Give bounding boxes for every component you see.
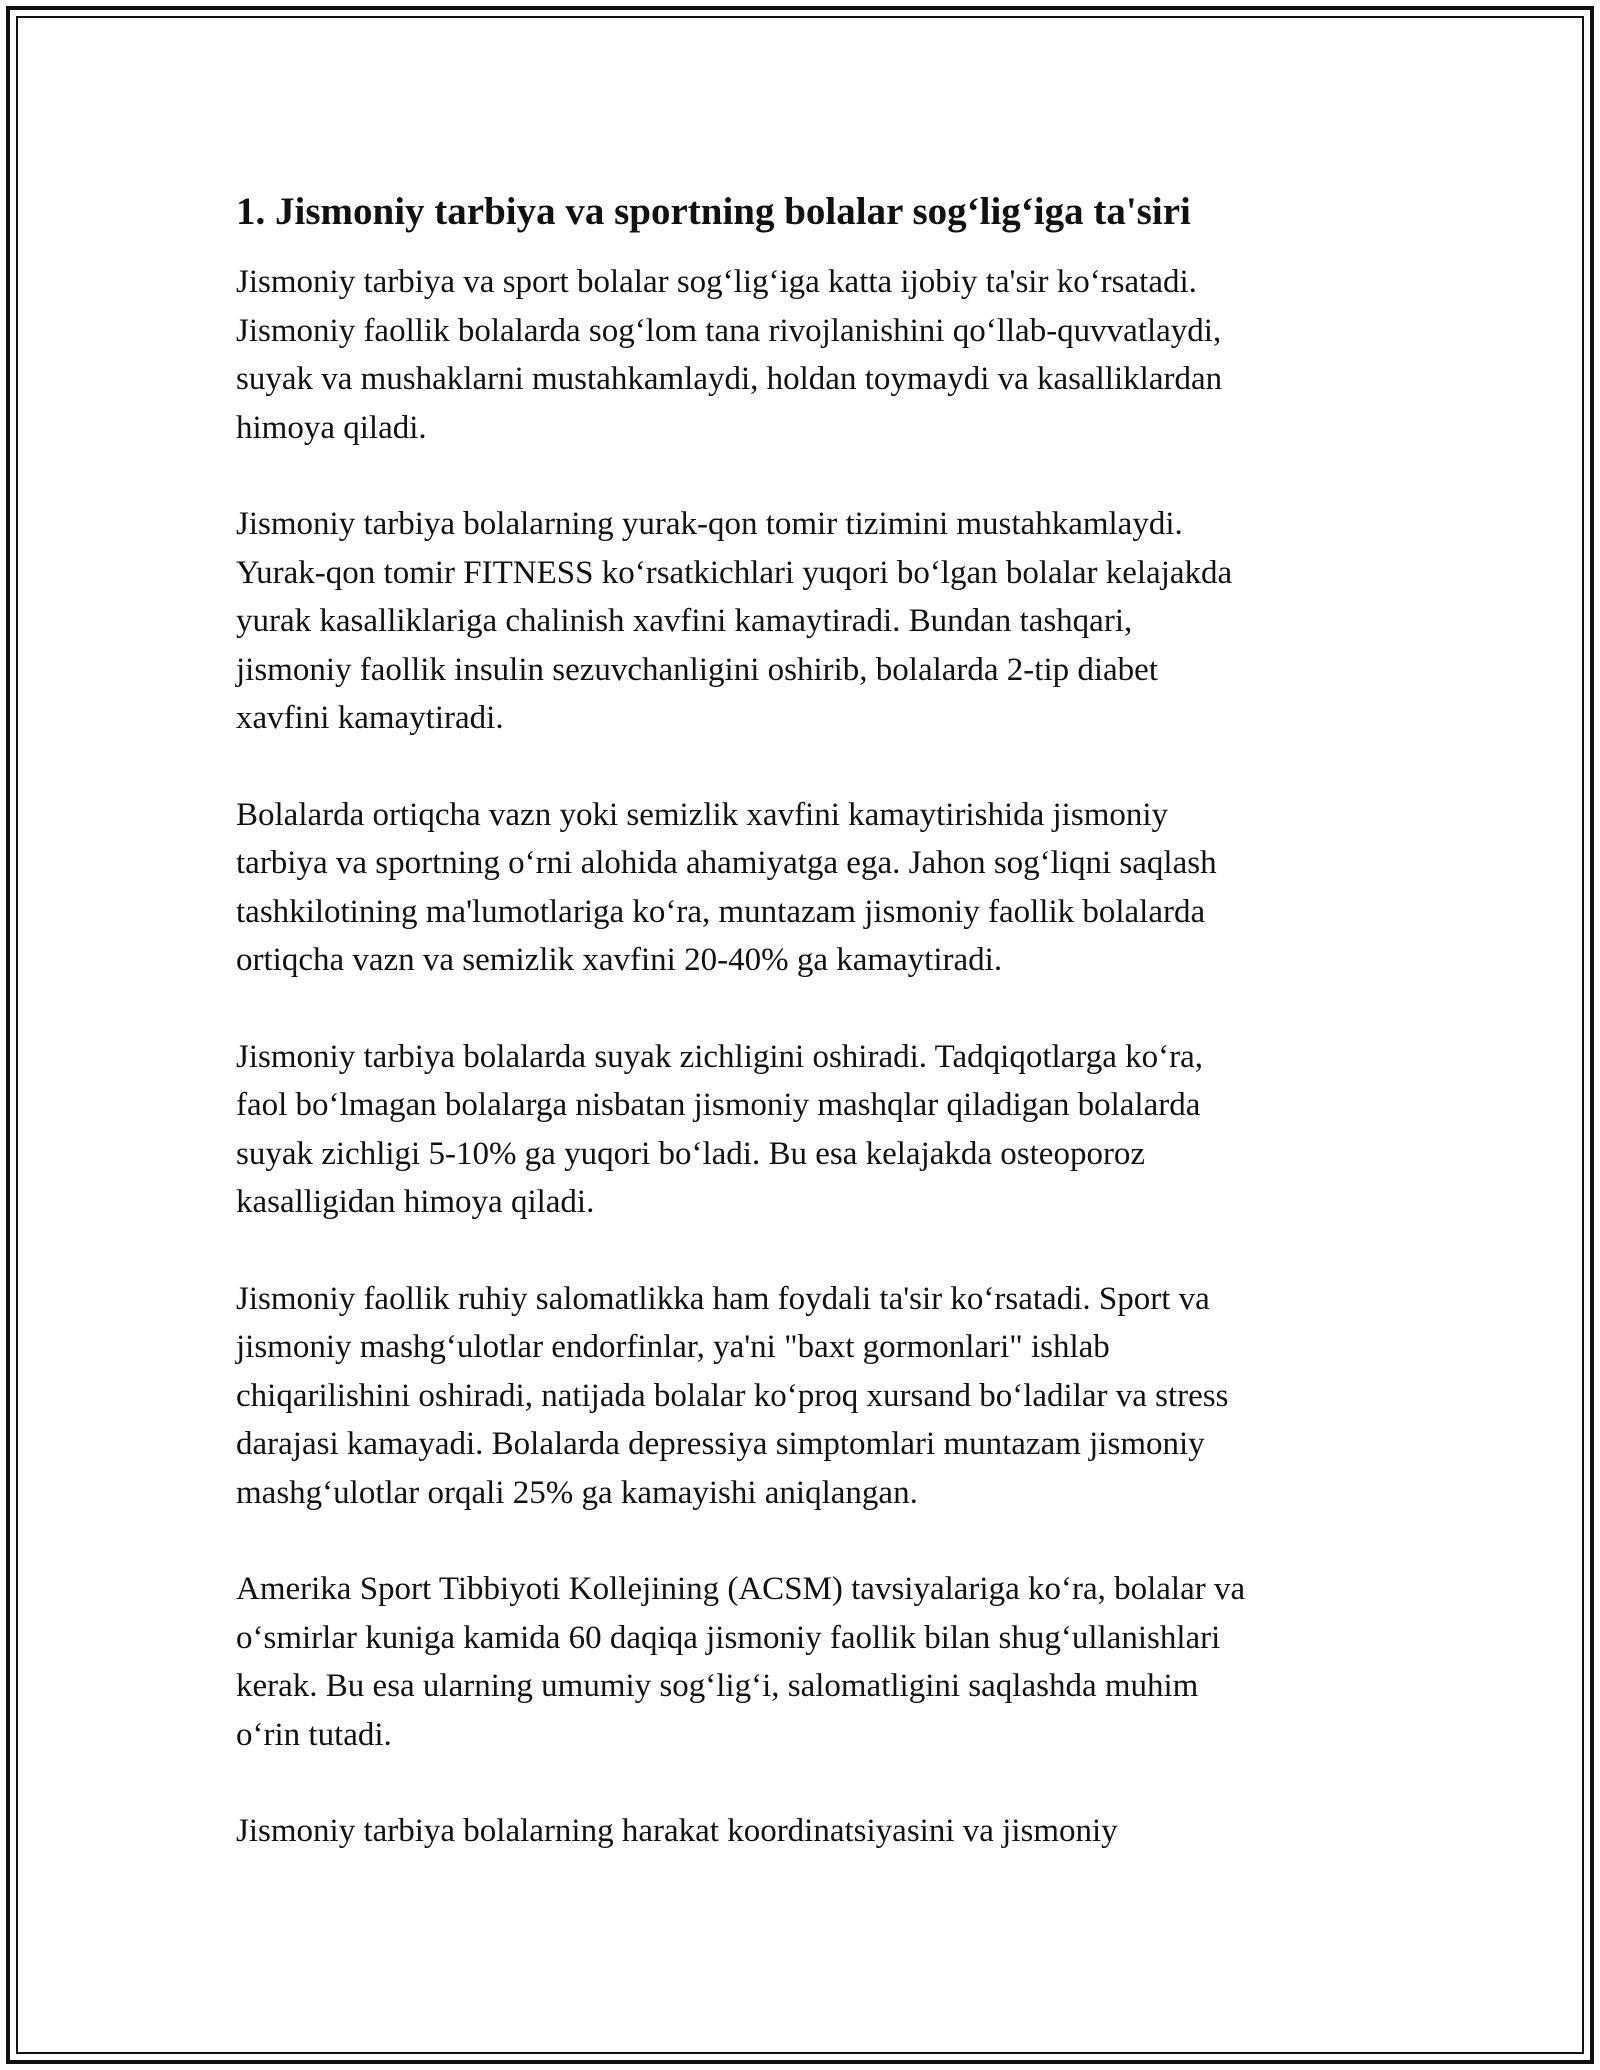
paragraph: Jismoniy tarbiya bolalarning yurak-qon tomir tizimini mustahkamlaydi. Yurak-qon tomir FITNESS ko‘rsatkichlari yuqori bo‘lgan bolalar kelajakda yurak kasalliklariga chalinish xavfini kamaytiradi. Bundan tashqari, jismoniy faollik insulin sezuvchanligini oshirib, bolalarda 2-tip diabet xavfini kamaytiradi. [236, 506, 1233, 736]
paragraph: Jismoniy tarbiya bolalarning harakat koordinatsiyasini va jismoniy [236, 1813, 1118, 1849]
document-body [236, 186, 1366, 1904]
paragraph: Jismoniy tarbiya va sport bolalar sog‘lig‘iga katta ijobiy ta'sir ko‘rsatadi. Jismoniy faollik bolalarda sog‘lom tana rivojlanishini qo‘llab-quvvatlaydi, suyak va mushaklarni mustahkamlaydi, holdan toymaydi va kasalliklardan himoya qiladi. [236, 264, 1223, 446]
section-heading: 1. Jismoniy tarbiya va sportning bolalar sog‘lig‘iga ta'siri [236, 190, 1191, 233]
paragraph: Jismoniy faollik ruhiy salomatlikka ham foydali ta'sir ko‘rsatadi. Sport va jismoniy mashg‘ulotlar endorfinlar, ya'ni "baxt gormonlari" ishlab chiqarilishini oshiradi, natijada bolalar ko‘proq xursand bo‘ladilar va stress darajasi kamayadi. Bolalarda depressiya simptomlari muntazam jismoniy mashg‘ulotlar orqali 25% ga kamayishi aniqlangan. [236, 1280, 1229, 1511]
paragraph: Jismoniy tarbiya bolalarda suyak zichligini oshiradi. Tadqiqotlarga ko‘ra, faol bo‘lmagan bolalarga nisbatan jismoniy mashqlar qiladigan bolalarda suyak zichligi 5-10% ga yuqori bo‘ladi. Bu esa kelajakda osteoporoz kasalligidan himoya qiladi. [236, 1038, 1203, 1220]
paragraph: Bolalarda ortiqcha vazn yoki semizlik xavfini kamaytirishida jismoniy tarbiya va sportning o‘rni alohida ahamiyatga ega. Jahon sog‘liqni saqlash tashkilotining ma'lumotlariga ko‘ra, muntazam jismoniy faollik bolalarda ortiqcha vazn va semizlik xavfini 20-40% ga kamaytiradi. [236, 796, 1217, 978]
paragraph: Amerika Sport Tibbiyoti Kollejining (ACSM) tavsiyalariga ko‘ra, bolalar va o‘smirlar kuniga kamida 60 daqiqa jismoniy faollik bilan shug‘ullanishlari kerak. Bu esa ularning umumiy sog‘lig‘i, salomatligini saqlashda muhim o‘rin tutadi. [236, 1571, 1246, 1753]
